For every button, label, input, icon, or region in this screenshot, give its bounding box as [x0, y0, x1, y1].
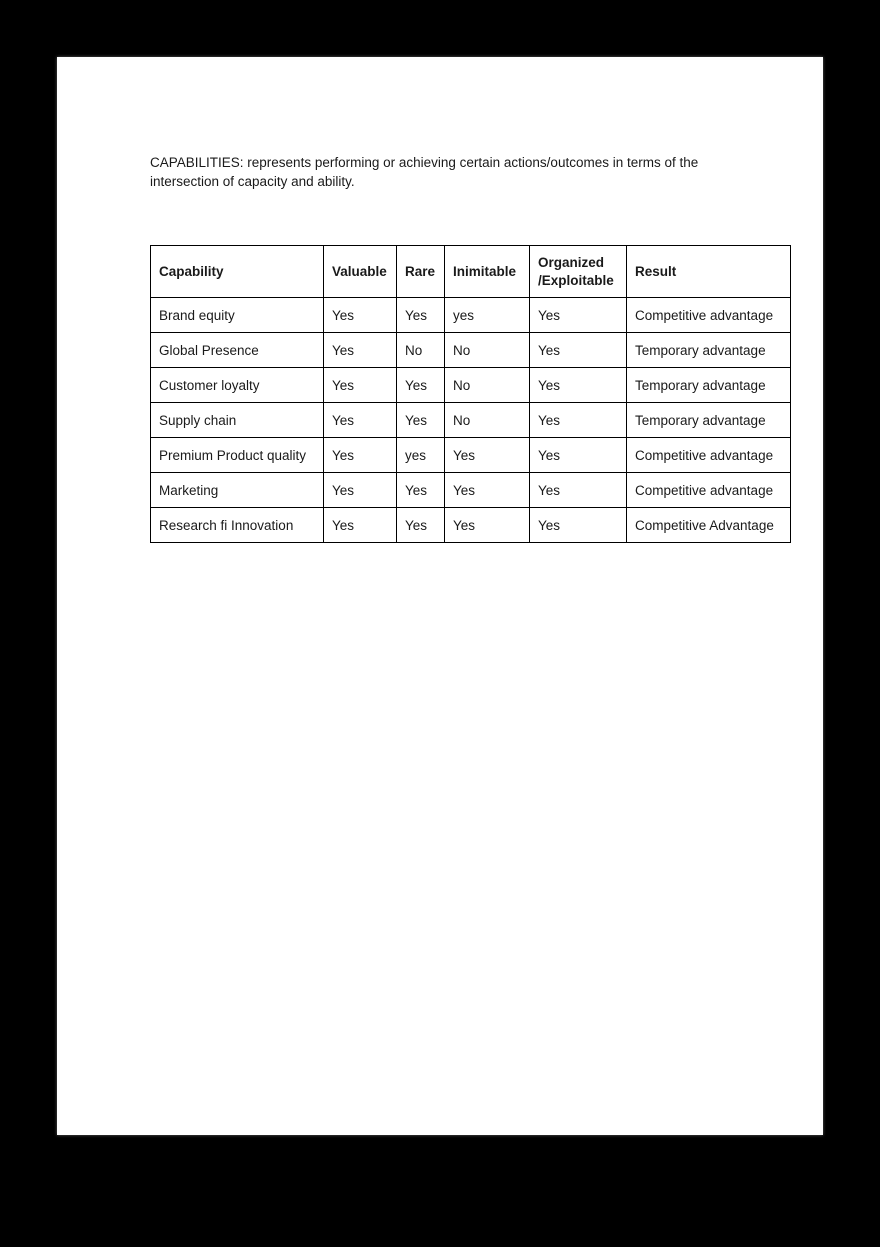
cell-valuable: Yes — [324, 403, 397, 438]
cell-organized: Yes — [530, 508, 627, 543]
cell-rare: Yes — [397, 473, 445, 508]
cell-rare: No — [397, 333, 445, 368]
cell-rare: Yes — [397, 368, 445, 403]
cell-inimitable: yes — [445, 298, 530, 333]
cell-result: Temporary advantage — [627, 403, 791, 438]
cell-organized: Yes — [530, 403, 627, 438]
table-row-brand-equity — [151, 298, 791, 333]
cell-rare: yes — [397, 438, 445, 473]
cell-organized: Yes — [530, 333, 627, 368]
vrio-analysis-table — [150, 245, 791, 543]
cell-result: Temporary advantage — [627, 333, 791, 368]
cell-inimitable: Yes — [445, 438, 530, 473]
cell-valuable: Yes — [324, 508, 397, 543]
cell-result: Competitive advantage — [627, 298, 791, 333]
table-row-customer-loyalty — [151, 368, 791, 403]
table-row-research-innovation — [151, 508, 791, 543]
cell-capability: Global Presence — [151, 333, 324, 368]
cell-result: Competitive advantage — [627, 473, 791, 508]
cell-capability: Marketing — [151, 473, 324, 508]
table-header-row — [151, 246, 791, 298]
cell-inimitable: Yes — [445, 508, 530, 543]
cell-inimitable: No — [445, 333, 530, 368]
table-row-global-presence — [151, 333, 791, 368]
cell-capability: Premium Product quality — [151, 438, 324, 473]
cell-valuable: Yes — [324, 368, 397, 403]
table-row-marketing — [151, 473, 791, 508]
cell-organized: Yes — [530, 473, 627, 508]
header-valuable: Valuable — [324, 246, 397, 298]
cell-inimitable: No — [445, 403, 530, 438]
cell-rare: Yes — [397, 403, 445, 438]
cell-organized: Yes — [530, 438, 627, 473]
header-rare: Rare — [397, 246, 445, 298]
table-row-premium-product-quality — [151, 438, 791, 473]
intro-paragraph: CAPABILITIES: represents performing or achieving certain actions/outcomes in terms of the intersection of capacity and ability. — [150, 155, 699, 189]
header-inimitable: Inimitable — [445, 246, 530, 298]
cell-valuable: Yes — [324, 333, 397, 368]
cell-organized: Yes — [530, 298, 627, 333]
cell-result: Competitive advantage — [627, 438, 791, 473]
header-result: Result — [627, 246, 791, 298]
cell-result: Competitive Advantage — [627, 508, 791, 543]
table-row-supply-chain — [151, 403, 791, 438]
header-capability: Capability — [151, 246, 324, 298]
cell-result: Temporary advantage — [627, 368, 791, 403]
document-page — [57, 57, 823, 1135]
cell-capability: Supply chain — [151, 403, 324, 438]
cell-capability: Brand equity — [151, 298, 324, 333]
cell-rare: Yes — [397, 298, 445, 333]
cell-organized: Yes — [530, 368, 627, 403]
cell-capability: Customer loyalty — [151, 368, 324, 403]
cell-rare: Yes — [397, 508, 445, 543]
cell-inimitable: No — [445, 368, 530, 403]
cell-valuable: Yes — [324, 473, 397, 508]
cell-valuable: Yes — [324, 438, 397, 473]
cell-inimitable: Yes — [445, 473, 530, 508]
cell-valuable: Yes — [324, 298, 397, 333]
header-organized-exploitable: Organized /Exploitable — [530, 246, 627, 298]
cell-capability: Research fi Innovation — [151, 508, 324, 543]
